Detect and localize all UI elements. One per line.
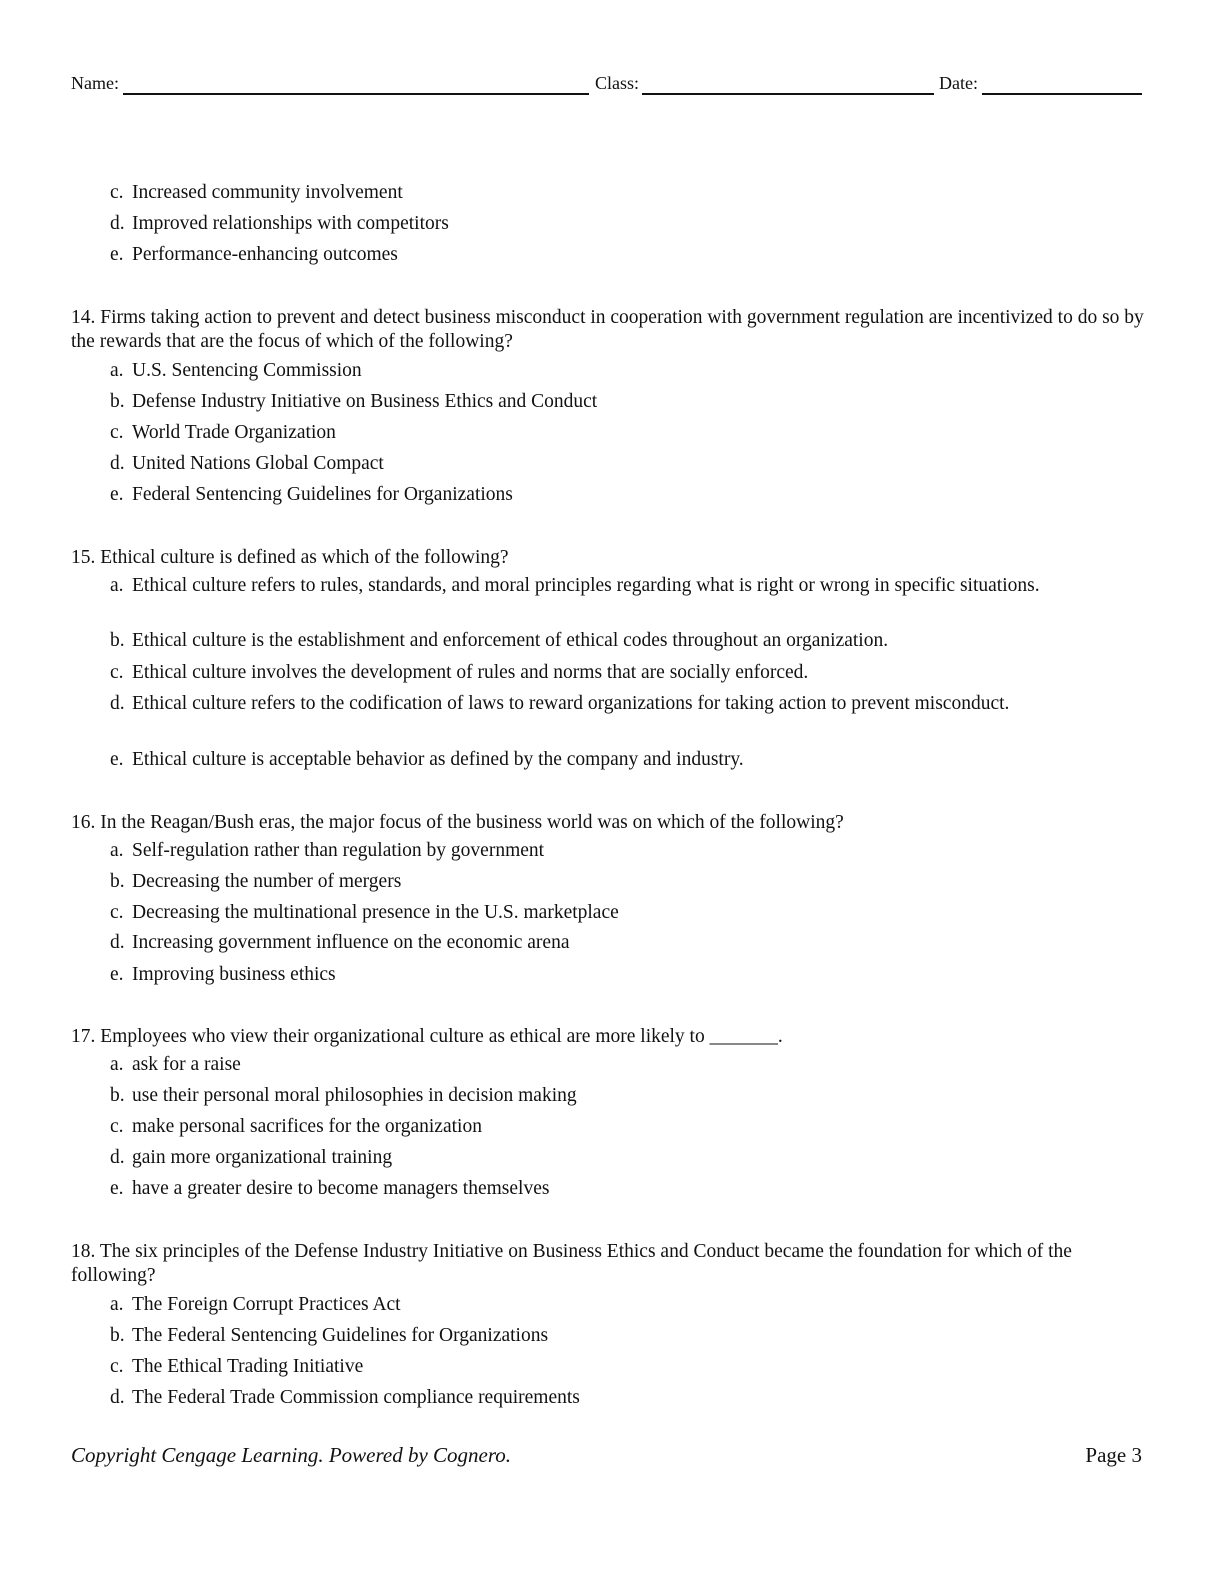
option-letter: d. (110, 1147, 125, 1168)
option (110, 1324, 548, 1348)
option (110, 212, 449, 236)
option-letter: a. (110, 1294, 124, 1315)
option-letter: e. (110, 1178, 124, 1199)
option-text: ask for a raise (132, 1054, 241, 1075)
option-letter: b. (110, 871, 125, 892)
option (110, 1386, 580, 1410)
option-text: U.S. Sentencing Commission (132, 360, 362, 381)
option-text: Increasing government influence on the economic arena (132, 932, 570, 953)
option-text: Decreasing the multinational presence in the U.S. marketplace (132, 902, 619, 923)
option (110, 483, 513, 507)
option-letter: b. (110, 1325, 125, 1346)
option-letter: e. (110, 749, 124, 770)
option (110, 963, 336, 987)
option-text: use their personal moral philosophies in decision making (132, 1085, 577, 1106)
option-letter: c. (110, 662, 124, 683)
option-text: Decreasing the number of mergers (132, 871, 402, 892)
option-letter: a. (110, 360, 124, 381)
option (110, 1177, 549, 1201)
option (110, 1293, 401, 1317)
question-15-text: 15. Ethical culture is defined as which of the following? (71, 547, 509, 568)
option-letter: c. (110, 422, 124, 443)
option (110, 692, 1062, 716)
option-text: The Federal Trade Commission compliance requirements (132, 1387, 580, 1408)
option-letter: c. (110, 1356, 124, 1377)
option (110, 1053, 241, 1077)
option (110, 359, 362, 383)
name-line (123, 93, 589, 95)
name-label: Name: (71, 73, 119, 93)
option-text: Improved relationships with competitors (132, 213, 449, 234)
option-letter: d. (110, 932, 125, 953)
option-letter: a. (110, 575, 124, 596)
class-line (642, 93, 934, 95)
question-16-text: 16. In the Reagan/Bush eras, the major focus of the business world was on which of the following? (71, 812, 844, 833)
class-label: Class: (595, 73, 640, 93)
option-text: The Ethical Trading Initiative (132, 1356, 364, 1377)
option-text: The Federal Sentencing Guidelines for Organizations (132, 1325, 549, 1346)
option (110, 1084, 577, 1108)
option-text: Performance-enhancing outcomes (132, 244, 398, 265)
question-18-text: 18. The six principles of the Defense Industry Initiative on Business Ethics and Conduct became the foundation for which of the following? (71, 1241, 1072, 1286)
option-letter: b. (110, 630, 125, 651)
option-letter: c. (110, 1116, 124, 1137)
question-14-text: 14. Firms taking action to prevent and detect business misconduct in cooperation with government regulation are incentivized to do so by the rewards that are the focus of which of the following? (71, 307, 1144, 352)
option-letter: a. (110, 840, 124, 861)
date-label: Date: (939, 73, 978, 93)
option-letter: e. (110, 484, 124, 505)
option-text: Improving business ethics (132, 964, 336, 985)
option-text: gain more organizational training (132, 1147, 393, 1168)
header (71, 73, 1142, 97)
option-text: The Foreign Corrupt Practices Act (132, 1294, 401, 1315)
copyright-text: Copyright Cengage Learning. Powered by Cognero. (71, 1443, 511, 1467)
option-letter: d. (110, 213, 125, 234)
option (110, 661, 1062, 685)
option (110, 1115, 482, 1139)
option-text: Ethical culture refers to the codification of laws to reward organizations for taking action to prevent misconduct. (132, 693, 1010, 714)
option-text: Ethical culture is the establishment and enforcement of ethical codes throughout an organization. (132, 630, 889, 651)
option-text: Ethical culture is acceptable behavior as defined by the company and industry. (132, 749, 744, 770)
option-text: Ethical culture refers to rules, standards, and moral principles regarding what is right or wrong in specific situations. (132, 575, 1040, 596)
option-letter: e. (110, 964, 124, 985)
option-letter: d. (110, 693, 125, 714)
option-letter: e. (110, 244, 124, 265)
question-17-text: 17. Employees who view their organizational culture as ethical are more likely to _______. (71, 1026, 783, 1047)
option (110, 181, 403, 205)
option (110, 901, 619, 925)
option-letter: b. (110, 391, 125, 412)
option (110, 1355, 363, 1379)
option (110, 870, 401, 894)
option (110, 574, 1062, 598)
option-letter: a. (110, 1054, 124, 1075)
option-letter: b. (110, 1085, 125, 1106)
option (110, 243, 398, 267)
option (110, 748, 1062, 772)
option (110, 421, 336, 445)
option (110, 1146, 392, 1170)
option-text: Self-regulation rather than regulation by government (132, 840, 545, 861)
option-letter: c. (110, 902, 124, 923)
option-text: United Nations Global Compact (132, 453, 384, 474)
page-number: Page 3 (1085, 1443, 1142, 1467)
option-letter: d. (110, 453, 125, 474)
option-text: Defense Industry Initiative on Business Ethics and Conduct (132, 391, 598, 412)
option (110, 390, 597, 414)
option-text: make personal sacrifices for the organization (132, 1116, 482, 1137)
option-text: World Trade Organization (132, 422, 336, 443)
option-text: have a greater desire to become managers themselves (132, 1178, 550, 1199)
option-letter: d. (110, 1387, 125, 1408)
option-text: Increased community involvement (132, 182, 403, 203)
option (110, 931, 569, 955)
option-letter: c. (110, 182, 124, 203)
option (110, 839, 544, 863)
option (110, 629, 1062, 653)
option (110, 452, 384, 476)
date-line (982, 93, 1142, 95)
option-text: Ethical culture involves the development of rules and norms that are socially enforced. (132, 662, 809, 683)
option-text: Federal Sentencing Guidelines for Organizations (132, 484, 513, 505)
